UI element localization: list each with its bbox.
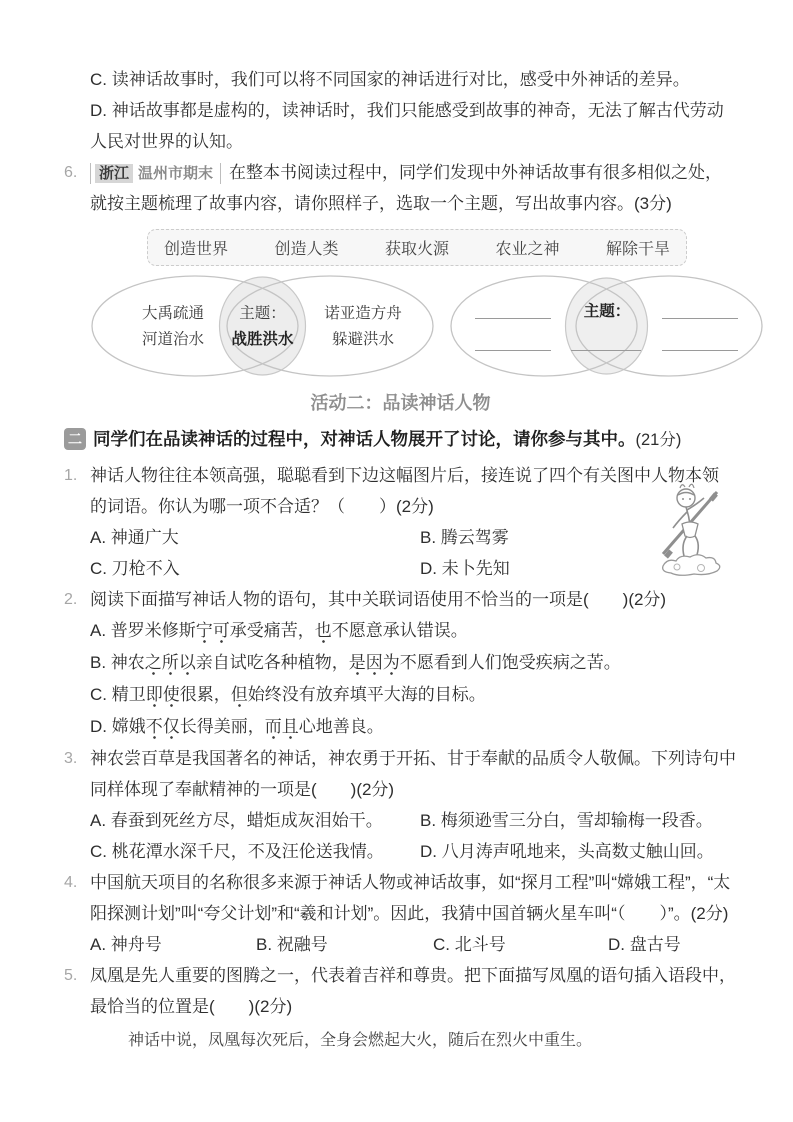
- venn-blank-ellipses: [449, 274, 764, 378]
- q1-option-c: C. 刀枪不入: [90, 559, 180, 578]
- question-2-text: 阅读下面描写神话人物的语句，其中关联词语使用不恰当的一项是( )(2分): [90, 590, 667, 609]
- question-3-options: [64, 805, 737, 867]
- emphasized-word: 而且: [265, 717, 299, 740]
- q4-option-a: A. 神舟号: [90, 935, 162, 954]
- previous-question-options: [64, 64, 737, 157]
- text-segment: D. 嫦娥: [90, 717, 146, 736]
- question-4-options: [64, 929, 737, 960]
- question-6-body: 在整本书阅读过程中，同学们发现中外神话故事有很多相似之处，就按主题梳理了故事内容，请你照样子，选取一个主题，写出故事内容。(3分): [90, 163, 723, 213]
- q3-option-a: A. 春蚕到死丝方尽，蜡炬成灰泪始干。: [90, 811, 383, 830]
- venn-example-theme: 主题： 战胜洪水: [220, 300, 305, 352]
- emphasized-word: 也: [315, 621, 332, 644]
- q2-option-d: [90, 711, 737, 743]
- question-1-text: 神话人物往往本领高强，聪聪看到下边这幅图片后，接连说了四个有关图中人物本领的词语。你认为哪一项不合适？（ ）(2分): [90, 466, 719, 516]
- theme-word: 解除干旱: [605, 239, 670, 258]
- question-1: [64, 460, 737, 522]
- theme-word: 农业之神: [495, 239, 560, 258]
- question-3: [64, 743, 737, 805]
- emphasized-word: 即使: [146, 685, 180, 708]
- q2-option-c: [90, 679, 737, 711]
- text-segment: 心地善良。: [298, 717, 384, 736]
- question-1-options: [64, 522, 737, 584]
- emphasized-word: 不仅: [146, 717, 180, 740]
- text-segment: 不愿意承认错误。: [331, 621, 468, 640]
- emphasized-word: 宁可: [196, 621, 230, 644]
- text-segment: 承受痛苦，: [229, 621, 315, 640]
- theme-word: 创造人类: [274, 239, 339, 258]
- q1-option-a: A. 神通广大: [90, 528, 179, 547]
- question-2-number: 2.: [64, 591, 78, 608]
- venn-blank-right-line-1: [662, 318, 738, 319]
- part-2-score: (21分): [635, 431, 682, 449]
- monkey-king-drawing: [649, 468, 733, 580]
- text-segment: B. 神农: [90, 653, 145, 672]
- option-d: D. 神话故事都是虚构的，读神话时，我们只能感受到故事的神奇，无法了解古代劳动人民对世界的认知。: [90, 101, 724, 151]
- text-segment: 长得美丽，: [179, 717, 265, 736]
- question-4: [64, 867, 737, 929]
- q2-option-a: [90, 615, 737, 647]
- q4-option-d: D. 盘古号: [608, 935, 681, 954]
- q4-option-c: C. 北斗号: [433, 935, 506, 954]
- question-5-text: 凤凰是先人重要的图腾之一，代表着吉祥和尊贵。把下面描写凤凰的语句插入语段中，最恰当的位置是( )(2分): [90, 966, 736, 1016]
- venn-blank-left-line-1: [475, 318, 551, 319]
- section-title: 活动二：品读神话人物: [310, 393, 491, 413]
- text-segment: 始终没有放弃填平大海的目标。: [247, 685, 486, 704]
- text-segment: A. 普罗米修斯: [90, 621, 196, 640]
- exam-source-name: 温州市期末: [138, 165, 214, 182]
- question-6: [64, 157, 737, 378]
- monkey-king-illustration: [649, 468, 733, 580]
- theme-word-bank: [147, 229, 687, 266]
- question-3-number: 3.: [64, 750, 78, 767]
- q4-option-b: B. 祝融号: [256, 935, 328, 954]
- q3-option-d: D. 八月涛声吼地来，头高数丈触山回。: [420, 842, 714, 861]
- text-segment: 不愿看到人们饱受疾病之苦。: [399, 653, 621, 672]
- q1-option-d: D. 未卜先知: [420, 559, 510, 578]
- text-segment: 很累，: [179, 685, 231, 704]
- exam-source-region: 浙江: [95, 164, 133, 183]
- venn-blank-theme-label: 主题：: [583, 301, 631, 320]
- venn-blank-right-line-2: [662, 350, 738, 351]
- emphasized-word: 是因为: [349, 653, 400, 676]
- theme-word: 创造世界: [164, 239, 229, 258]
- venn-example-left-story: 大禹疏通 河道治水: [141, 304, 204, 348]
- text-segment: 亲自试吃各种植物，: [195, 653, 349, 672]
- question-3-text: 神农尝百草是我国著名的神话，神农勇于开拓、甘于奉献的品质令人敬佩。下列诗句中同样体现了奉献精神的一项是( )(2分): [90, 749, 736, 799]
- question-5-quote: 神话中说，凤凰每次死后，全身会燃起大火，随后在烈火中重生。: [128, 1030, 593, 1049]
- question-2: [64, 584, 737, 615]
- exam-source-tag: [90, 163, 221, 184]
- question-5: [64, 960, 737, 1022]
- venn-blank-center-line: [571, 350, 641, 351]
- question-1-number: 1.: [64, 467, 78, 484]
- venn-example-right-story: 诺亚造方舟 躲避洪水: [324, 304, 402, 348]
- part-2-intro-text: 同学们在品读神话的过程中，对神话人物展开了讨论，请你参与其中。(21分): [93, 429, 682, 449]
- question-2-options: [64, 615, 737, 743]
- q3-option-b: B. 梅须逊雪三分白，雪却输梅一段香。: [420, 811, 713, 830]
- venn-example: [90, 274, 435, 378]
- venn-example-theme-value: 战胜洪水: [231, 329, 294, 348]
- question-6-text: [90, 157, 737, 219]
- venn-blank: [449, 274, 764, 378]
- question-4-number: 4.: [64, 874, 78, 891]
- text-segment: C. 精卫: [90, 685, 146, 704]
- q3-option-c: C. 桃花潭水深千尺，不及汪伦送我情。: [90, 842, 384, 861]
- venn-blank-left-line-2: [475, 350, 551, 351]
- q2-option-b: [90, 647, 737, 679]
- question-5-number: 5.: [64, 967, 78, 984]
- part-2-intro: [64, 424, 737, 456]
- question-4-text: 中国航天项目的名称很多来源于神话人物或神话故事，如“探月工程”叫“嫦娥工程”，“太阳探测计划”叫“夸父计划”和“羲和计划”。因此，我猜中国首辆火星车叫“（ ）”。(2分): [90, 873, 731, 923]
- question-6-number: 6.: [64, 164, 78, 181]
- q1-option-b: B. 腾云驾雾: [420, 528, 509, 547]
- part-2-badge: 二: [64, 428, 86, 450]
- emphasized-word: 之所以: [145, 653, 196, 676]
- theme-word: 获取火源: [384, 239, 449, 258]
- option-c: C. 读神话故事时，我们可以将不同国家的神话进行对比，感受中外神话的差异。: [90, 70, 690, 89]
- emphasized-word: 但: [231, 685, 248, 708]
- venn-diagrams: [90, 274, 737, 378]
